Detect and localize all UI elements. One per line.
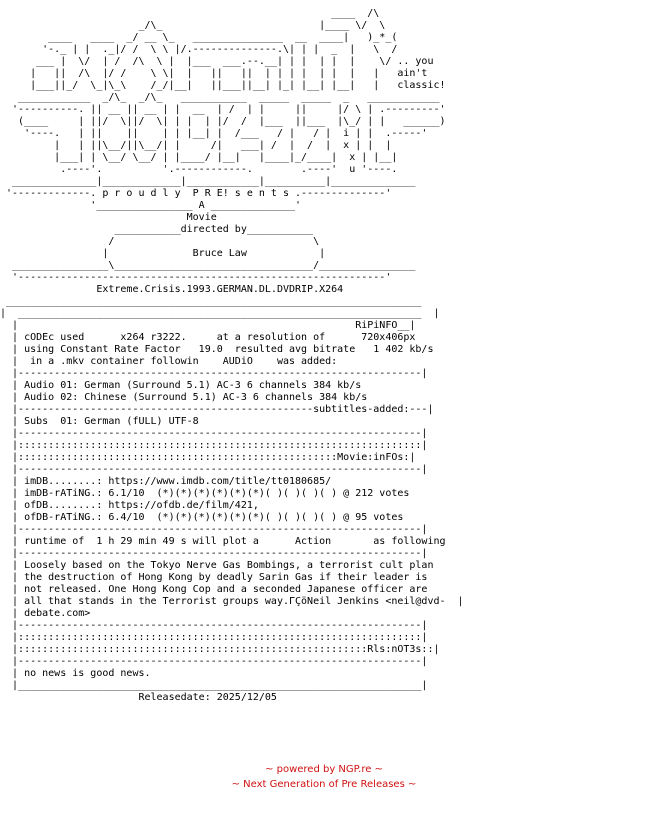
nfo-line: | Subs 01: German (fULL) UTF-8 (0, 416, 199, 427)
nfo-line: |:::::::::::::::::::::::::::::::::::::::::::::::::::::::::::::::::::| (0, 440, 428, 451)
nfo-line: |::::::::::::::::::::::::::::::::::::::::::::::::::::::::::Rls:nOT3s::| (0, 644, 440, 655)
nfo-line: | imDB........: https://www.imdb.com/title/tt0180685/ (0, 476, 332, 487)
nfo-line: ____ /\ (0, 8, 380, 19)
nfo-line: |-------------------------------------------------------------------| (0, 464, 428, 475)
nfo-line: | no news is good news. (0, 668, 151, 679)
nfo-line: '________________ A ______________' (0, 200, 302, 211)
nfo-line: ___________directed by___________ (0, 224, 314, 235)
nfo-line: Movie (0, 212, 217, 223)
nfo-line: | ___________________________________________________________________ | (0, 308, 440, 319)
nfo-line: |-------------------------------------------------------------------| (0, 524, 428, 535)
footer-next-generation: ~ Next Generation of Pre Releases ~ (231, 779, 417, 790)
nfo-line: |-------------------------------------------------------------------| (0, 656, 428, 667)
nfo-line: ____________ _/\_ _/\_ ___________ _____ _____ _ ____________ (0, 92, 440, 103)
nfo-line: | | ||\__/||\__/| | /| ___| / | / | x | | | (0, 140, 392, 151)
nfo-line: | not released. One Hong Kong Cop and a seconded Japanese officer are (0, 584, 428, 595)
nfo-line: |:::::::::::::::::::::::::::::::::::::::::::::::::::::Movie:inFOs:| (0, 452, 416, 463)
nfo-line: | Audio 02: Chinese (Surround 5.1) AC-3 6 channels 384 kb/s (0, 392, 368, 403)
nfo-line: |:::::::::::::::::::::::::::::::::::::::::::::::::::::::::::::::::::| (0, 632, 428, 643)
nfo-line: | debate.com> (0, 608, 91, 619)
nfo-line: |-------------------------------------------------------------------| (0, 620, 428, 631)
nfo-line: |___||_/ \_|\_\ /_/|__| ||___||__| |_| |__| |__| | classic! (0, 80, 446, 91)
nfo-line: | Loosely based on the Tokyo Nerve Gas Bombings, a terrorist cult plan (0, 560, 434, 571)
nfo-line: |-------------------------------------------------------------------| (0, 548, 428, 559)
nfo-line: | cODEc used x264 r3222. at a resolution of 720x406px (0, 332, 416, 343)
nfo-line: _/\_ |____ \/ \ (0, 20, 386, 31)
nfo-line: ________________\_________________________________/________________ (0, 260, 416, 271)
nfo-line: ____ ____ _/ __ \_ _______________ __ ____| )_*_( (0, 32, 398, 43)
nfo-line: _____________________________________________________________________ (0, 296, 422, 307)
nfo-line: | RiPiNFO__| (0, 320, 416, 331)
nfo-line: | runtime of 1 h 29 min 49 s will plot a Action as following (0, 536, 446, 547)
nfo-line: | the destruction of Hong Kong by deadly Sarin Gas if their leader is (0, 572, 428, 583)
nfo-line: |-------------------------------------------------subtitles-added:---| (0, 404, 434, 415)
nfo-line: | ofDB-rATiNG.: 6.4/10 (*)(*)(*)(*)(*)(*)( )( )( )( ) @ 95 votes (0, 512, 404, 523)
nfo-line: ___ | \/ | / /\ \ | |___ ___.--.__| | | | | | \/ .. you (0, 56, 434, 67)
nfo-line: '----. | || || | | |__| | /___ / | / | i | | .-----' (0, 128, 428, 139)
nfo-line: '-._ | | ._|/ / \ \ |/.--------------.\| | | _ | \ / (0, 44, 398, 55)
nfo-line: | ofDB........: https://ofdb.de/film/421, (0, 500, 259, 511)
nfo-line: |___________________________________________________________________| (0, 680, 428, 691)
nfo-line: |___| | \__/ \__/ | |____/ |__| |____|_/____| x | |__| (0, 152, 398, 163)
nfo-line: '----------. || __ || __ | | __ | / | | || |/ \ | .---------' (0, 104, 446, 115)
nfo-line: | Bruce Law | (0, 248, 326, 259)
footer-powered-by: ~ powered by NGP.re ~ (265, 764, 383, 775)
footer (0, 762, 648, 792)
nfo-ascii-art (0, 8, 464, 704)
nfo-line: |-------------------------------------------------------------------| (0, 368, 428, 379)
nfo-line: | || /\ |/ / \ \| | || || | | | | | | | | ain't (0, 68, 428, 79)
nfo-line: | imDB-rATiNG.: 6.1/10 (*)(*)(*)(*)(*)(*)( )( )( )( ) @ 212 votes (0, 488, 410, 499)
nfo-line: |-------------------------------------------------------------------| (0, 428, 428, 439)
nfo-line: (____ | ||/ \||/ \| | | | |/ / |___ ||___ |\_/ | | ______) (0, 116, 446, 127)
nfo-line: | Audio 01: German (Surround 5.1) AC-3 6 channels 384 kb/s (0, 380, 362, 391)
nfo-line: ______________|_____________|____________|__________|______________ (0, 176, 416, 187)
nfo-line: / \ (0, 236, 320, 247)
nfo-line: | all that stands in the Terrorist groups way.ΓÇöNeil Jenkins <neil@dvd- | (0, 596, 464, 607)
nfo-line: '-------------. p r o u d l y P R E! s e n t s .--------------' (0, 188, 392, 199)
nfo-line: '-------------------------------------------------------------' (0, 272, 392, 283)
nfo-line: Extreme.Crisis.1993.GERMAN.DL.DVDRIP.X264 (0, 284, 344, 295)
nfo-line: .----'. '.------------. .----' u '----. (0, 164, 398, 175)
nfo-line: Releasedate: 2025/12/05 (0, 692, 277, 703)
nfo-line: | using Constant Rate Factor 19.0 resulted avg bitrate 1 402 kb/s (0, 344, 434, 355)
nfo-line: | in a .mkv container followin AUDiO was added: (0, 356, 338, 367)
